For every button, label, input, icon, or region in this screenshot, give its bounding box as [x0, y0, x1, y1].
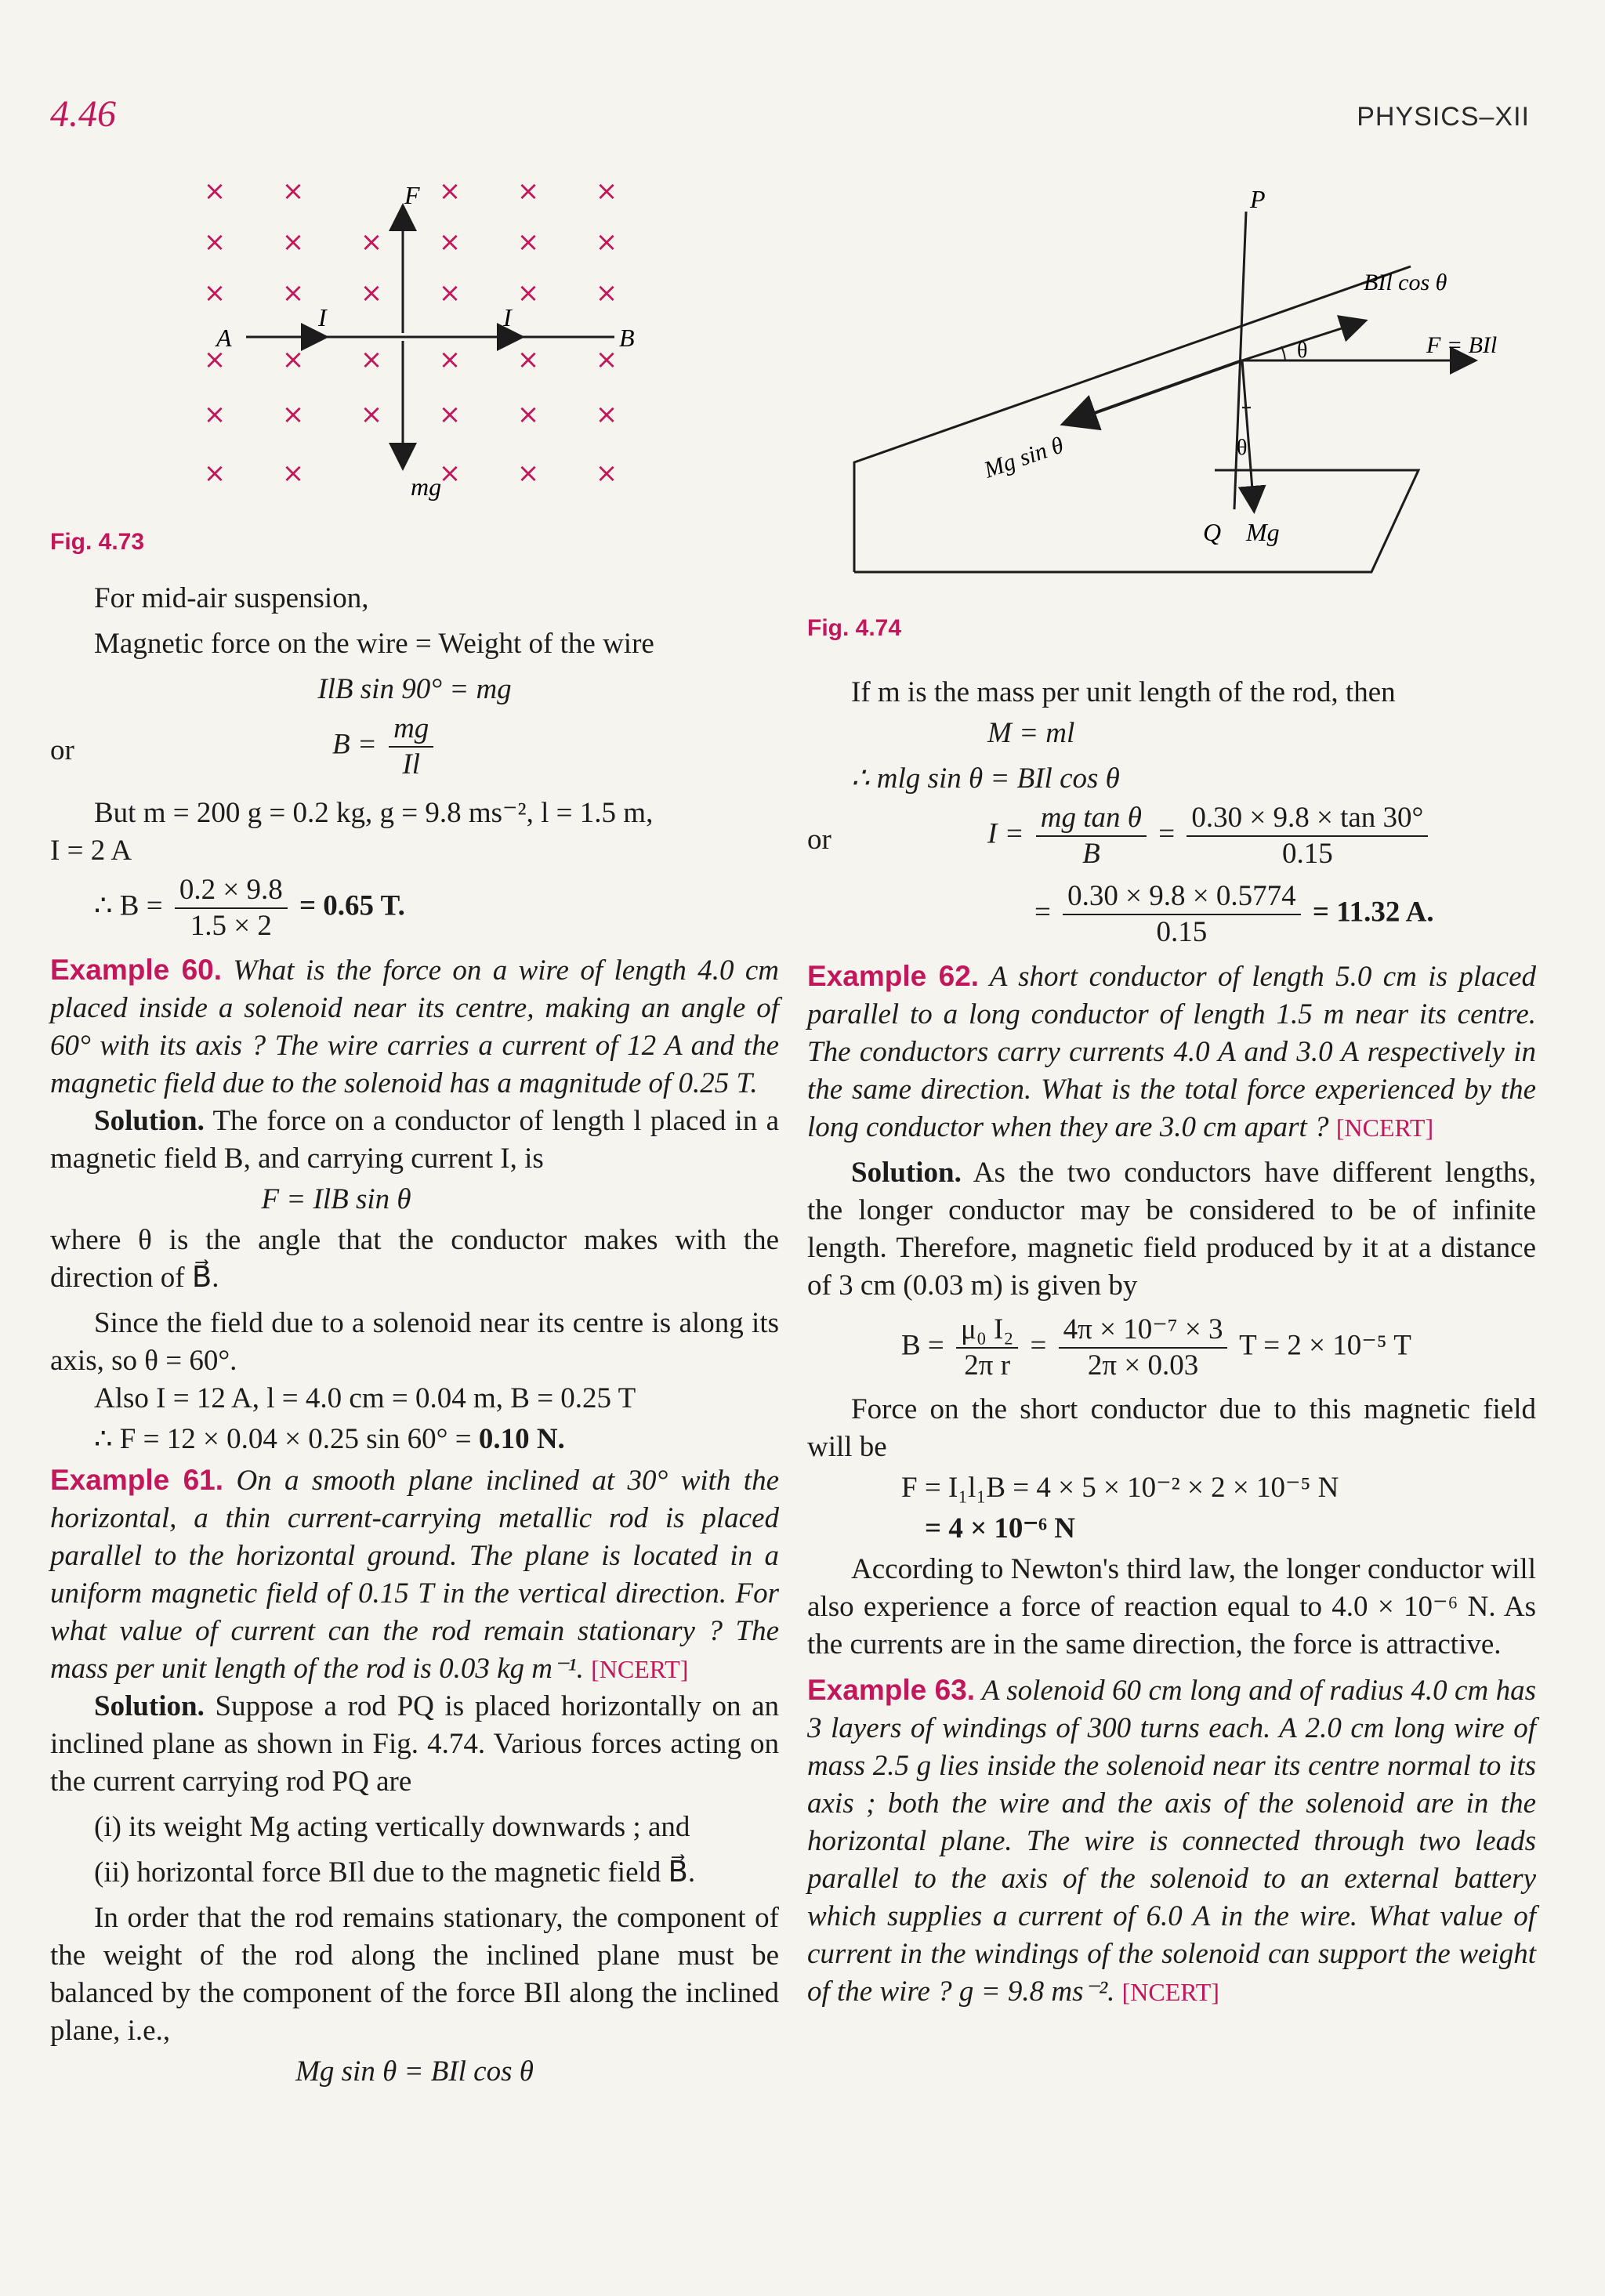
or-label-right: or — [807, 824, 831, 856]
solution-61 — [50, 1688, 779, 1801]
field-cross: × — [203, 277, 226, 309]
eq-r3b-frac — [1063, 879, 1300, 950]
text-mass-per-length: If m is the mass per unit length of the rod, then — [851, 676, 1396, 708]
label-B: B — [619, 324, 635, 352]
field-cross: × — [360, 344, 383, 375]
field-cross: × — [438, 226, 462, 258]
label-theta-1: θ — [1297, 339, 1308, 363]
equation-r4: B = $\frac{\text{μ₀ I₂}}{\text{2π r}}$ = $\frac{\text{4π × 10⁻⁷ × 3}}{2\pi \times 0.03}$ T = 2 × 10⁻⁵ T — [901, 1313, 1411, 1382]
running-head: PHYSICS–XII — [1357, 102, 1530, 132]
text-values: Also I = 12 A, l = 4.0 cm = 0.04 m, B = 0.25 T — [94, 1382, 636, 1414]
equation-r2: ∴ mlg sin θ = BIl cos θ — [851, 762, 1120, 795]
field-cross: × — [595, 399, 618, 430]
field-cross: × — [438, 176, 462, 207]
field-cross: × — [281, 226, 305, 258]
figure-4-74 — [807, 172, 1544, 658]
text-given-current: I = 2 A — [50, 835, 132, 867]
label-I-left: I — [318, 303, 327, 331]
eq-r4-num1: μ₀ I₂ — [956, 1313, 1018, 1349]
example-60 — [50, 951, 779, 1103]
eq-r3-num2: 0.30 × 9.8 × tan 30° — [1187, 801, 1428, 837]
field-cross: × — [595, 176, 618, 207]
or-label: or — [50, 734, 74, 766]
field-cross: × — [438, 399, 462, 430]
ncert-tag: [NCERT] — [1121, 1978, 1219, 2006]
equation-3 — [94, 873, 779, 943]
example-60-heading: Example 60. — [50, 954, 223, 986]
force-item-2: (ii) horizontal force BIl due to the magnetic field B⃗. — [94, 1856, 696, 1889]
field-cross: × — [203, 458, 226, 489]
inclined-plane-diagram — [807, 172, 1544, 596]
field-cross: × — [595, 458, 618, 489]
eq2-fraction — [389, 712, 433, 782]
eq3-den: 1.5 × 2 — [190, 910, 272, 942]
eq3-num: 0.2 × 9.8 — [175, 873, 288, 909]
equation-4: F = IlB sin θ — [261, 1183, 411, 1215]
eq-r3-frac1 — [1036, 801, 1147, 871]
label-BIl-cos: BIl cos θ — [1364, 270, 1447, 295]
eq5-pre: ∴ F = 12 × 0.04 × 0.25 sin 60° = — [94, 1423, 472, 1455]
equation-r3: I = $\frac{\text{mg tan θ}}{B}$ = $\frac{0.30 \times 9.8 \times \tan 30^\circ}{0.15}$ — [987, 801, 1433, 871]
eq-r3-den1: B — [1082, 838, 1100, 870]
solution-60-text: The force on a conductor of length l placed in a magnetic field B, and carrying current I, is — [50, 1105, 779, 1175]
equation-r1: M = ml — [987, 717, 1075, 749]
example-63-heading: Example 63. — [807, 1674, 976, 1706]
label-Mg-sin: Mg sin θ — [980, 432, 1067, 483]
equation-6: Mg sin θ = BIl cos θ — [295, 2055, 534, 2088]
force-item-1: (i) its weight Mg acting vertically downwards ; and — [94, 1811, 690, 1843]
eq3-result: = 0.65 T. — [299, 889, 405, 922]
example-61-text: On a smooth plane inclined at 30° with the horizontal, a thin current-carrying metallic rod is placed parallel to the horizontal ground. The plane is located in a uniform magnetic field of 0.15 T in the vertical direction. For what value of current can the rod remain stationary ? The mass per unit length of the rod is 0.03 kg m⁻¹. — [50, 1465, 780, 1685]
field-cross: × — [516, 226, 540, 258]
field-cross: × — [360, 226, 383, 258]
field-cross: × — [595, 226, 618, 258]
field-cross: × — [360, 277, 383, 309]
eq-r3-num1: mg tan θ — [1036, 801, 1147, 837]
ncert-tag: [NCERT] — [591, 1655, 689, 1683]
label-A: A — [216, 324, 232, 352]
field-cross: × — [281, 399, 305, 430]
equation-2 — [332, 712, 438, 782]
label-F: F — [404, 181, 420, 209]
field-cross: × — [595, 277, 618, 309]
label-Mg: Mg — [1246, 518, 1280, 546]
figure-4-73 — [50, 172, 755, 564]
eq-r3b-den: 0.15 — [1156, 916, 1208, 948]
field-cross: × — [203, 176, 226, 207]
example-63-text: A solenoid 60 cm long and of radius 4.0 cm has 3 layers of windings of 300 turns each. A 2.0 cm long wire of mass 2.5 g lies inside the solenoid near its centre normal to its axis ; both the wire and the axis of the solenoid are in the horizontal plane. The wire is connected through two leads parallel to the axis of the solenoid to an external battery which supplies a current of 6.0 A in the wire. What value of current in the windings of the solenoid can support the weight of the wire ? g = 9.8 ms⁻². — [807, 1675, 1537, 2008]
label-mg: mg — [411, 473, 442, 501]
solution-label: Solution. — [851, 1157, 962, 1189]
label-Q: Q — [1203, 518, 1222, 546]
field-cross: × — [516, 277, 540, 309]
eq2-num: mg — [389, 712, 433, 748]
example-63 — [807, 1671, 1536, 2011]
eq-r4-result: T = 2 × 10⁻⁵ T — [1239, 1329, 1411, 1362]
solution-62-text: As the two conductors have different lengths, the longer conductor may be considered to be of infinite length. Therefore, magnetic field produced by it at a distance of 3 cm (0.03 m) is given by — [807, 1157, 1537, 1302]
eq-r4-frac2 — [1059, 1313, 1228, 1383]
equation-5 — [94, 1421, 779, 1458]
field-cross: × — [281, 458, 305, 489]
solution-61-text: Suppose a rod PQ is placed horizontally on an inclined plane as shown in Fig. 4.74. Various forces acting on the current carrying rod PQ are — [50, 1690, 780, 1798]
equation-r6: = 4 × 10⁻⁶ N — [925, 1512, 1076, 1545]
text-force-equals-weight: Magnetic force on the wire = Weight of the wire — [94, 628, 654, 660]
field-cross: × — [281, 176, 305, 207]
solution-label: Solution. — [94, 1690, 205, 1722]
eq-r4-frac1 — [956, 1313, 1018, 1383]
eq-r3-den2: 0.15 — [1281, 838, 1333, 870]
solution-62 — [807, 1154, 1536, 1305]
page-number: 4.46 — [50, 93, 116, 135]
eq-r3-frac2 — [1187, 801, 1428, 871]
solution-60 — [50, 1103, 779, 1178]
fig-4-74-label: Fig. 4.74 — [807, 615, 902, 641]
field-cross: × — [438, 277, 462, 309]
ncert-tag: [NCERT] — [1335, 1114, 1434, 1142]
equation-r3-row — [807, 801, 1536, 876]
example-62 — [807, 958, 1536, 1146]
equation-r5: F = I₁l₁B = 4 × 5 × 10⁻² × 2 × 10⁻⁵ N — [901, 1472, 1339, 1504]
label-I-right: I — [503, 303, 512, 331]
eq-r3b-num: 0.30 × 9.8 × 0.5774 — [1063, 879, 1300, 915]
field-cross: × — [281, 277, 305, 309]
field-cross: × — [438, 458, 462, 489]
eq-r3-lhs: I = — [987, 817, 1024, 850]
field-cross: × — [595, 344, 618, 375]
example-61 — [50, 1461, 779, 1688]
field-cross: × — [203, 344, 226, 375]
eq-r3b-result: = 11.32 A. — [1312, 896, 1434, 929]
equation-r3b: = $\frac{0.30 \times 9.8 \times 0.5774}{0.15}$ = 11.32 A. — [1034, 880, 1434, 948]
field-cross: × — [203, 399, 226, 430]
field-cross: × — [438, 344, 462, 375]
field-cross: × — [516, 458, 540, 489]
eq-r4-lhs: B = — [901, 1329, 944, 1362]
right-column — [807, 674, 1536, 2011]
text-newton-third-law: According to Newton's third law, the longer conductor will also experience a force of reaction equal to 4.0 × 10⁻⁶ N. As the currents are in the same direction, the force is attractive. — [807, 1553, 1536, 1660]
field-cross: × — [360, 399, 383, 430]
label-P: P — [1250, 185, 1266, 213]
solution-label: Solution. — [94, 1105, 205, 1137]
eq5-result: 0.10 N. — [478, 1423, 565, 1455]
equation-2-row — [50, 712, 779, 787]
magnetic-field-diagram — [50, 172, 755, 502]
eq2-den: Il — [402, 748, 420, 780]
text-theta-angle: where θ is the angle that the conductor makes with the direction of B⃗. — [50, 1224, 779, 1294]
left-column — [50, 541, 779, 2094]
field-cross: × — [203, 226, 226, 258]
equation-1: IlB sin 90° = mg — [317, 673, 512, 705]
text-force-short-conductor: Force on the short conductor due to this magnetic field will be — [807, 1393, 1536, 1463]
eq-r4-den2: 2π × 0.03 — [1087, 1349, 1199, 1382]
eq-r4-den1: 2π r — [964, 1349, 1011, 1382]
text-mid-air: For mid-air suspension, — [94, 582, 369, 614]
field-cross: × — [516, 176, 540, 207]
example-62-text: A short conductor of length 5.0 cm is placed parallel to a long conductor of length 1.5 m near its centre. The conductors carry currents 4.0 A and 3.0 A respectively in the same direction. What is the total force experienced by the long conductor when they are 3.0 cm apart ? — [807, 961, 1536, 1143]
example-62-heading: Example 62. — [807, 960, 980, 992]
text-given-values: But m = 200 g = 0.2 kg, g = 9.8 ms⁻², l = 1.5 m, — [94, 797, 654, 829]
field-cross: × — [281, 344, 305, 375]
example-60-text: What is the force on a wire of length 4.0 cm placed inside a solenoid near its centre, making an angle of 60° with its axis ? The wire carries a current of 12 A and the magnetic field due to the solenoid has a magnitude of 0.25 T. — [50, 954, 780, 1099]
field-cross: × — [516, 344, 540, 375]
eq-r4-num2: 4π × 10⁻⁷ × 3 — [1059, 1313, 1228, 1349]
label-theta-2: θ — [1237, 436, 1248, 460]
eq2-lhs: B = — [332, 728, 377, 761]
example-61-heading: Example 61. — [50, 1464, 224, 1496]
eq3-fraction — [175, 873, 288, 943]
fig-4-73-label: Fig. 4.73 — [50, 529, 145, 555]
text-solenoid-field: Since the field due to a solenoid near its centre is along its axis, so θ = 60°. — [50, 1307, 779, 1377]
eq3-pre: ∴ B = — [94, 889, 163, 922]
label-F-BIl: F = BIl — [1426, 332, 1498, 358]
field-cross: × — [516, 399, 540, 430]
text-equilibrium: In order that the rod remains stationary, the component of the weight of the rod along the inclined plane must be balanced by the component of the force BIl along the inclined plane, i.e., — [50, 1902, 779, 2047]
